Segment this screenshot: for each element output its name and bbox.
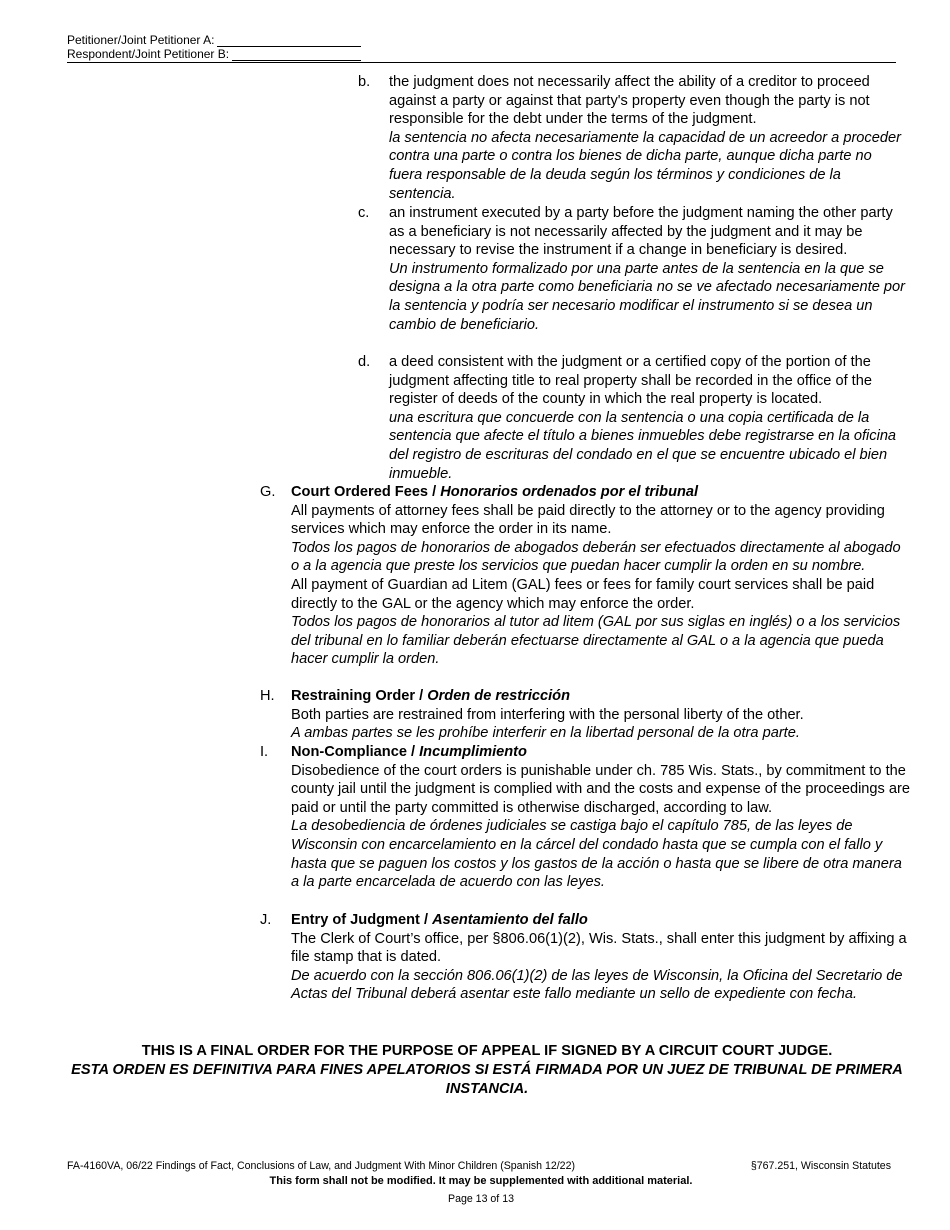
petitioner-name-line[interactable]	[217, 34, 361, 47]
paragraph-en: Both parties are restrained from interfering with the personal liberty of the other.	[291, 706, 804, 723]
statute-reference: §767.251, Wisconsin Statutes	[750, 1160, 891, 1172]
section-letter: I.	[260, 744, 269, 760]
final-order-es: ESTA ORDEN ES DEFINITIVA PARA FINES APELATORIOS SI ESTÁ FIRMADA POR UN JUEZ DE TRIBUNAL DE PRIMERA INSTANCIA.	[71, 1062, 903, 1097]
section-g	[260, 483, 910, 669]
subitem-c	[358, 204, 908, 334]
subitem-text-en: an instrument executed by a party before the judgment naming the other party as a beneficiary is not necessarily affected by the judgment and it may be necessary to revise the instrument if a change in beneficiary is desired.	[389, 205, 893, 259]
paragraph-es: Todos los pagos de honorarios de abogados deberán ser efectuados directamente al abogado o a la agencia que preste los servicios que puedan hacer cumplir la orden en su nombre.	[291, 539, 901, 575]
section-title-es: Honorarios ordenados por el tribunal	[440, 484, 699, 500]
subitem-text-es: la sentencia no afecta necesariamente la capacidad de un acreedor a proceder contra una parte o contra los bienes de dicha parte, aunque dicha parte no fuera responsable de la deuda según los términos y condiciones de la sentencia.	[389, 129, 901, 202]
section-title-en: Court Ordered Fees	[291, 484, 429, 500]
section-title	[291, 483, 910, 502]
title-separator: /	[428, 484, 441, 500]
subitem-letter: d.	[358, 354, 371, 370]
paragraph-es: De acuerdo con la sección 806.06(1)(2) de las leyes de Wisconsin, la Oficina del Secretario de Actas del Tribunal deberá asentar este fallo mediante un sello de expediente con fecha.	[291, 967, 903, 1003]
section-letter: G.	[260, 484, 276, 500]
form-id: FA-4160VA, 06/22 Findings of Fact, Conclusions of Law, and Judgment With Minor Children (Spanish 12/22)	[67, 1160, 575, 1172]
modification-note: This form shall not be modified. It may be supplemented with additional material.	[269, 1175, 693, 1187]
subitem-text-en: the judgment does not necessarily affect the ability of a creditor to proceed against a party or against that party's property even though the party is not responsible for the debt under the terms of the judgment.	[389, 74, 870, 128]
subitem-text-en: a deed consistent with the judgment or a certified copy of the portion of the judgment affecting title to real property shall be recorded in the office of the register of deeds of the county in which the real property is located.	[389, 354, 872, 408]
petitioner-row	[67, 33, 361, 47]
paragraph-en: All payments of attorney fees shall be paid directly to the attorney or to the agency providing services which may enforce the order in its name.	[291, 502, 885, 538]
section-j	[260, 911, 910, 1004]
paragraph-en: All payment of Guardian ad Litem (GAL) fees or fees for family court services shall be paid directly to the GAL or the agency which may enforce the order.	[291, 576, 875, 612]
respondent-name-line[interactable]	[232, 48, 361, 61]
paragraph-es: Todos los pagos de honorarios al tutor ad litem (GAL por sus siglas en inglés) o a los servicios del tribunal en lo familiar deberán efectuarse directamente al GAL o a la agencia que pueda hacer cumplir la orden.	[291, 614, 901, 668]
title-separator: /	[419, 912, 433, 928]
subitem-letter: b.	[358, 74, 371, 90]
paragraph-en: Disobedience of the court orders is punishable under ch. 785 Wis. Stats., by commitment to the county jail until the judgment is complied with and the costs and expense of the proceedings are paid or until the party committed is otherwise discharged, according to law.	[291, 762, 910, 816]
section-title	[291, 743, 910, 762]
section-h	[260, 687, 910, 743]
section-title-es: Asentamiento del fallo	[432, 912, 588, 928]
final-order-statement	[70, 1042, 904, 1099]
section-title	[291, 911, 910, 930]
petitioner-label: Petitioner/Joint Petitioner A:	[67, 33, 215, 47]
header-divider	[67, 62, 896, 63]
paragraph-es: A ambas partes se les prohíbe interferir en la libertad personal de la otra parte.	[291, 725, 800, 742]
final-order-en: THIS IS A FINAL ORDER FOR THE PURPOSE OF APPEAL IF SIGNED BY A CIRCUIT COURT JUDGE.	[141, 1043, 833, 1059]
respondent-row	[67, 47, 361, 61]
paragraph-es: La desobediencia de órdenes judiciales se castiga bajo el capítulo 785, de las leyes de Wisconsin con encarcelamiento en la cárcel del condado hasta que se cumpla con el fallo y hasta que se paguen los costos y los gastos de la acción o hasta que se libere de otra manera a la parte encarcelada de acuerdo con las leyes.	[291, 818, 902, 891]
section-title-es: Orden de restricción	[427, 688, 570, 704]
title-separator: /	[415, 688, 428, 704]
section-title-en: Restraining Order	[291, 688, 416, 704]
subitem-letter: c.	[358, 205, 370, 221]
section-title-en: Entry of Judgment	[291, 912, 420, 928]
title-separator: /	[406, 744, 420, 760]
section-title-en: Non-Compliance	[291, 744, 407, 760]
section-letter: J.	[260, 912, 272, 928]
subitem-text-es: Un instrumento formalizado por una parte antes de la sentencia en la que se designa a la otra parte como beneficiaria no se ve afectado necesariamente por la sentencia y podría ser necesario modificar el instrumento si se desea un cambio de beneficiario.	[389, 260, 905, 333]
subitem-d	[358, 353, 908, 483]
paragraph-en: The Clerk of Court’s office, per §806.06(1)(2), Wis. Stats., shall enter this judgment by affixing a file stamp that is dated.	[291, 930, 907, 966]
section-title	[291, 687, 910, 706]
subitem-b	[358, 73, 908, 203]
section-title-es: Incumplimiento	[419, 744, 527, 760]
page-number: Page 13 of 13	[448, 1193, 514, 1205]
section-i	[260, 743, 910, 892]
section-letter: H.	[260, 688, 275, 704]
respondent-label: Respondent/Joint Petitioner B:	[67, 47, 230, 61]
form-header	[67, 33, 361, 61]
subitem-text-es: una escritura que concuerde con la sentencia o una copia certificada de la sentencia que afecte el título a bienes inmuebles debe registrarse en la oficina del registro de escrituras del condado en el que se encuentre ubicado el bien inmueble.	[389, 409, 897, 482]
